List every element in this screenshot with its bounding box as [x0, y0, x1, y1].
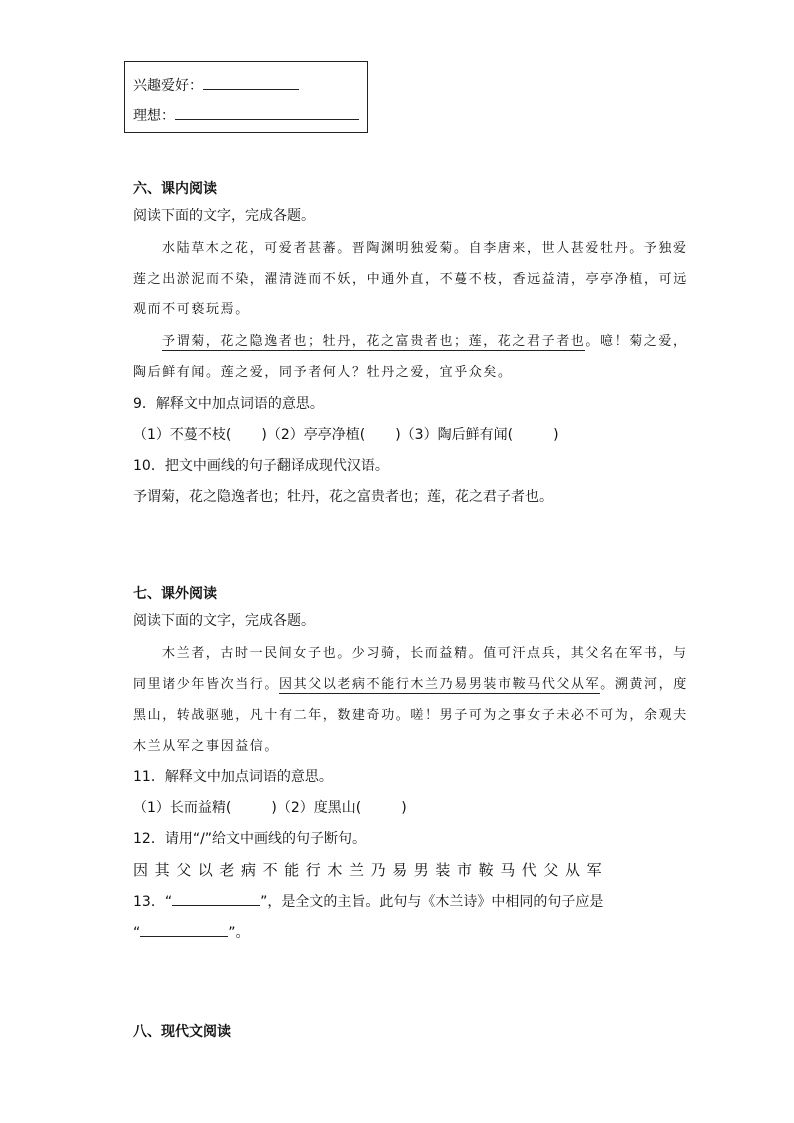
q11-item2-label: )（2）度黑山(	[271, 800, 362, 816]
section6-passage-line3: 观而不可亵玩焉。	[133, 302, 250, 317]
section8-heading: 八、现代文阅读	[133, 1024, 231, 1040]
question-12: 12．请用“/”给文中画线的句子断句。	[133, 831, 367, 847]
q13-line2-end: ”。	[228, 925, 250, 941]
section7-line2-start: 同里诸少年皆次当行。	[133, 677, 280, 692]
section7-instruction: 阅读下面的文字，完成各题。	[133, 613, 315, 629]
q9-end: )	[553, 427, 559, 443]
section6-passage-line4	[162, 330, 688, 349]
question-13-line2	[133, 922, 250, 942]
q13-mid: ”，是全文的主旨。此句与《木兰诗》中相同的句子应是	[260, 894, 604, 910]
hobby-label: 兴趣爱好：	[133, 78, 203, 94]
q13-blank1[interactable]	[172, 905, 260, 906]
section7-heading: 七、课外阅读	[133, 586, 217, 602]
question-9-items	[133, 424, 559, 444]
section7-passage-line1: 木兰者，古时一民间女子也。少习骑，长而益精。值可汗点兵，其父名在军书，与	[162, 646, 688, 661]
question-12-sentence: 因其父以老病不能行木兰乃易男装市鞍马代父从军	[133, 861, 609, 879]
q9-item1-label: （1）不蔓不枝(	[133, 427, 232, 443]
question-11: 11．解释文中加点词语的意思。	[133, 769, 333, 785]
section6-passage-line2: 莲之出淤泥而不染，濯清涟而不妖，中通外直，不蔓不枝，香远益清，亭亭净植，可远	[133, 272, 688, 287]
section6-passage-line1: 水陆草木之花，可爱者甚蕃。晋陶渊明独爱菊。自李唐来，世人甚爱牡丹。予独爱	[162, 241, 688, 256]
section6-heading: 六、课内阅读	[133, 181, 217, 197]
question-11-items	[133, 797, 407, 817]
question-10-sentence: 予谓菊，花之隐逸者也；牡丹，花之富贵者也；莲，花之君子者也。	[133, 489, 553, 505]
section6-passage-line5: 陶后鲜有闻。莲之爱，同予者何人？牡丹之爱，宜乎众矣。	[133, 365, 513, 380]
section7-passage-line2	[133, 673, 688, 692]
q13-line2-start: “	[133, 925, 141, 941]
section7-passage-line4: 木兰从军之事因益信。	[133, 739, 280, 754]
q9-item3-label: )（3）陶后鲜有闻(	[395, 427, 514, 443]
q11-item1-label: （1）长而益精(	[133, 800, 232, 816]
hobby-row	[133, 75, 299, 95]
section6-line4-rest: 。噫！菊之爱，	[585, 334, 688, 349]
ideal-label: 理想：	[133, 108, 175, 124]
q9-item2-label: )（2）亭亭净植(	[261, 427, 366, 443]
section7-line2-rest: 。溯黄河，度	[600, 677, 688, 692]
ideal-blank[interactable]	[175, 119, 359, 120]
q11-end: )	[401, 800, 407, 816]
section6-instruction: 阅读下面的文字，完成各题。	[133, 208, 315, 224]
personal-info-box	[124, 61, 368, 133]
q13-start: 13．“	[133, 894, 173, 910]
question-9: 9．解释文中加点词语的意思。	[133, 396, 324, 412]
ideal-row	[133, 105, 359, 125]
section6-underlined-sentence: 予谓菊，花之隐逸者也；牡丹，花之富贵者也；莲，花之君子者也	[162, 334, 586, 349]
hobby-blank[interactable]	[203, 89, 299, 90]
question-10: 10．把文中画线的句子翻译成现代汉语。	[133, 458, 389, 474]
question-13	[133, 891, 603, 911]
q13-blank2[interactable]	[140, 936, 228, 937]
section7-passage-line3: 黑山，转战驱驰，凡十有二年，数建奇功。嗟！男子可为之事女子未必不可为，余观夫	[133, 708, 688, 723]
section7-underlined-sentence: 因其父以老病不能行木兰乃易男装市鞍马代父从军	[279, 677, 601, 692]
